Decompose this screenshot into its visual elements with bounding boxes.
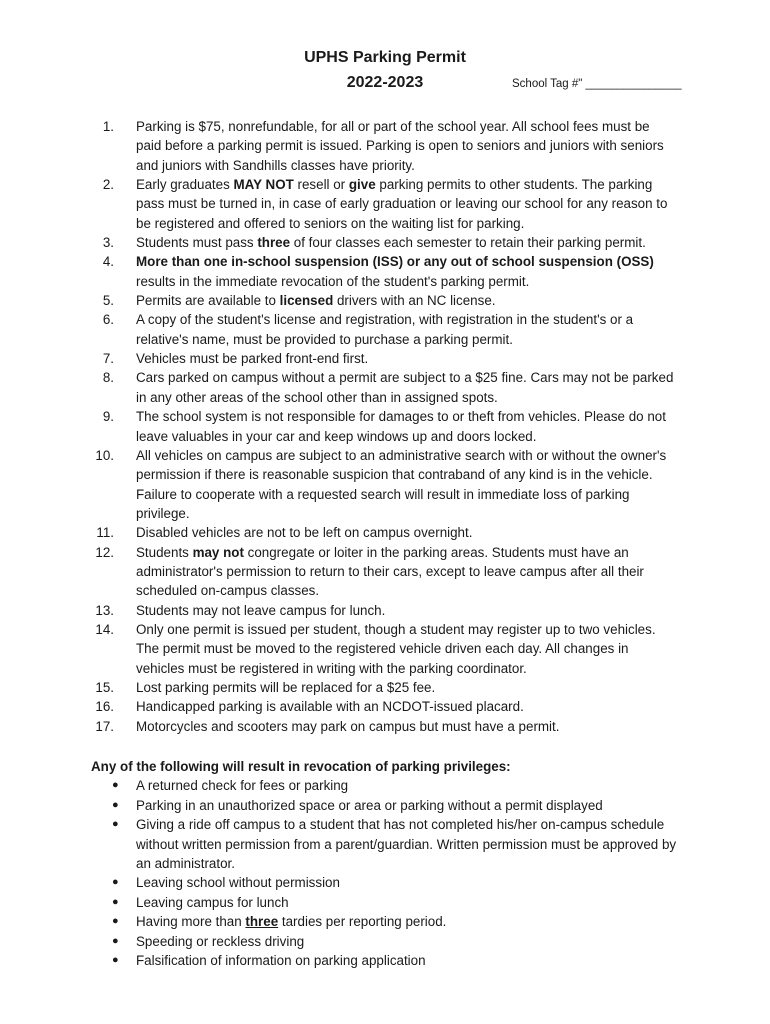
emphasized-text: three <box>257 235 291 251</box>
rule-text <box>136 680 435 695</box>
rule-text <box>136 409 666 443</box>
rule-number: 15. <box>95 679 114 695</box>
rule-text <box>136 622 656 676</box>
rule-item <box>0 446 770 523</box>
rule-item <box>0 368 770 407</box>
emphasized-text: may not <box>192 544 244 560</box>
text-segment: Parking in an unauthorized space or area or parking without a permit displayed <box>136 797 603 813</box>
rule-item <box>0 349 770 368</box>
rule-number: 8. <box>102 370 114 386</box>
rule-number: 12. <box>95 544 114 560</box>
rule-text <box>136 603 385 618</box>
text-segment: All vehicles on campus are subject to an administrative search with or without the owner's permission if there is reasonable suspicion that contraband of any kind is in the vehicle. Failure to cooperate with a requested search will result in immediate loss of parking privilege. <box>136 447 667 521</box>
revocation-text <box>136 778 348 793</box>
rule-item <box>0 717 770 736</box>
text-segment: Permits are available to <box>136 293 280 309</box>
text-segment: parking permits to other students. The parking pass must be turned in, in case of early graduation or leaving our school for any reason to be registered and offered to seniors on the waiting list for parking. <box>136 177 668 231</box>
revocation-text <box>136 817 676 871</box>
bullet-icon: ● <box>112 954 119 967</box>
text-segment: Falsification of information on parking application <box>136 953 426 969</box>
rule-number: 5. <box>102 293 114 309</box>
bullet-icon: ● <box>112 876 119 889</box>
text-segment: resell or <box>293 177 349 193</box>
emphasized-text: MAY NOT <box>233 177 294 193</box>
text-segment: congregate or loiter in the parking areas. Students must have an administrator's permission to return to their cars, except to leave campus after all their scheduled on-campus classes. <box>136 544 644 599</box>
emphasized-text: give <box>348 177 376 193</box>
text-segment: The school system is not responsible for damages to or theft from vehicles. Please do not leave valuables in your car and keep windows up and doors locked. <box>136 409 666 444</box>
text-segment: Vehicles must be parked front-end first. <box>136 351 369 367</box>
rule-text <box>136 545 644 599</box>
text-segment: Parking is $75, nonrefundable, for all or part of the school year. All school fees must be paid before a parking permit is issued. Parking is open to seniors and juniors with seniors and juniors with Sandhills classes have priority. <box>136 119 664 173</box>
rule-number: 4. <box>102 254 114 270</box>
text-segment: A copy of the student's license and registration, with registration in the student's or a relative's name, must be provided to purchase a parking permit. <box>136 312 634 347</box>
revocation-item <box>0 912 770 931</box>
rule-item <box>0 697 770 716</box>
text-segment: Cars parked on campus without a permit are subject to a $25 fine. Cars may not be parked in any other areas of the school other than in assigned spots. <box>136 370 674 405</box>
bullet-icon: ● <box>112 934 119 947</box>
rule-item <box>0 678 770 697</box>
page-title: UPHS Parking Permit <box>304 49 466 66</box>
text-segment: Only one permit is issued per student, though a student may register up to two vehicles. The permit must be moved to the registered vehicle driven each day. All changes in vehicles must be registered in writing with the parking coordinator. <box>136 621 656 676</box>
text-segment: Students must pass <box>136 235 258 251</box>
bullet-icon: ● <box>112 818 119 831</box>
revocation-item <box>0 776 770 795</box>
revocation-text <box>136 895 289 910</box>
revocation-section <box>0 757 770 970</box>
rule-number: 11. <box>96 525 114 541</box>
text-segment: Leaving school without permission <box>136 875 340 891</box>
rule-item <box>0 620 770 678</box>
revocation-text <box>136 953 426 968</box>
rule-number: 16. <box>95 699 114 715</box>
revocation-text <box>136 798 603 813</box>
rule-number: 10. <box>95 447 114 463</box>
rule-text <box>136 177 667 231</box>
emphasized-text: three <box>245 914 279 930</box>
rule-item <box>0 291 770 310</box>
revocation-item <box>0 932 770 951</box>
school-tag-field: School Tag #" _______________ <box>512 78 682 90</box>
rule-number: 2. <box>102 177 114 193</box>
rule-number: 6. <box>102 312 114 328</box>
revocation-text <box>136 934 304 949</box>
rule-text <box>136 293 495 308</box>
revocation-item <box>0 796 770 815</box>
rule-item <box>0 407 770 446</box>
bullet-icon: ● <box>112 779 119 792</box>
rule-number: 9. <box>102 409 114 425</box>
revocation-text <box>136 875 340 890</box>
revocation-text <box>136 914 446 929</box>
rule-number: 3. <box>102 235 114 251</box>
rule-item <box>0 233 770 252</box>
revocation-item <box>0 951 770 970</box>
emphasized-text: licensed <box>279 293 334 309</box>
rule-text <box>136 699 524 714</box>
revocation-item <box>0 815 770 873</box>
text-segment: Speeding or reckless driving <box>136 933 305 949</box>
rule-text <box>136 235 646 250</box>
rule-number: 17. <box>95 718 114 734</box>
text-segment: A returned check for fees or parking <box>136 778 349 794</box>
bullet-icon: ● <box>112 895 119 908</box>
text-segment: Students <box>136 544 193 560</box>
emphasized-text: More than one in-school suspension (ISS) or any out of school suspension (OSS) <box>136 254 654 270</box>
revocation-list <box>0 776 770 970</box>
text-segment: Motorcycles and scooters may park on campus but must have a permit. <box>136 718 560 734</box>
rule-number: 7. <box>102 351 114 367</box>
text-segment: Leaving campus for lunch <box>136 894 289 910</box>
revocation-heading: Any of the following will result in revocation of parking privileges: <box>91 759 511 774</box>
text-segment: tardies per reporting period. <box>278 914 447 930</box>
rule-number: 14. <box>95 621 114 637</box>
school-year: 2022-2023 <box>346 74 424 91</box>
text-segment: drivers with an NC license. <box>333 293 496 309</box>
rule-text <box>136 119 664 173</box>
text-segment: results in the immediate revocation of the student's parking permit. <box>136 273 530 289</box>
rule-item <box>0 175 770 233</box>
rule-item <box>0 252 770 291</box>
text-segment: of four classes each semester to retain their parking permit. <box>290 235 646 251</box>
text-segment: Giving a ride off campus to a student that has not completed his/her on-campus schedule without written permission from a parent/guardian. Written permission must be approved by an administrator. <box>136 817 677 872</box>
rule-text <box>136 719 559 734</box>
text-segment: Early graduates <box>136 177 234 193</box>
rule-text <box>136 254 654 288</box>
rule-number: 13. <box>95 602 114 618</box>
text-segment: Having more than <box>136 914 246 930</box>
rule-number: 1. <box>102 119 114 134</box>
bullet-icon: ● <box>112 915 119 928</box>
bullet-icon: ● <box>112 798 119 811</box>
revocation-item <box>0 873 770 892</box>
text-segment: Disabled vehicles are not to be left on campus overnight. <box>136 525 473 541</box>
rule-text <box>136 370 673 404</box>
rule-text <box>136 525 472 540</box>
rule-item <box>0 117 770 175</box>
rule-item <box>0 310 770 349</box>
rules-list <box>0 117 770 736</box>
text-segment: Handicapped parking is available with an NCDOT-issued placard. <box>136 699 524 715</box>
rule-text <box>136 312 633 346</box>
rule-item <box>0 523 770 542</box>
rule-item <box>0 601 770 620</box>
text-segment: Students may not leave campus for lunch. <box>136 602 386 618</box>
text-segment: Lost parking permits will be replaced for a $25 fee. <box>136 679 436 695</box>
rule-text <box>136 448 666 521</box>
revocation-item <box>0 893 770 912</box>
rule-text <box>136 351 368 366</box>
rule-item <box>0 543 770 601</box>
